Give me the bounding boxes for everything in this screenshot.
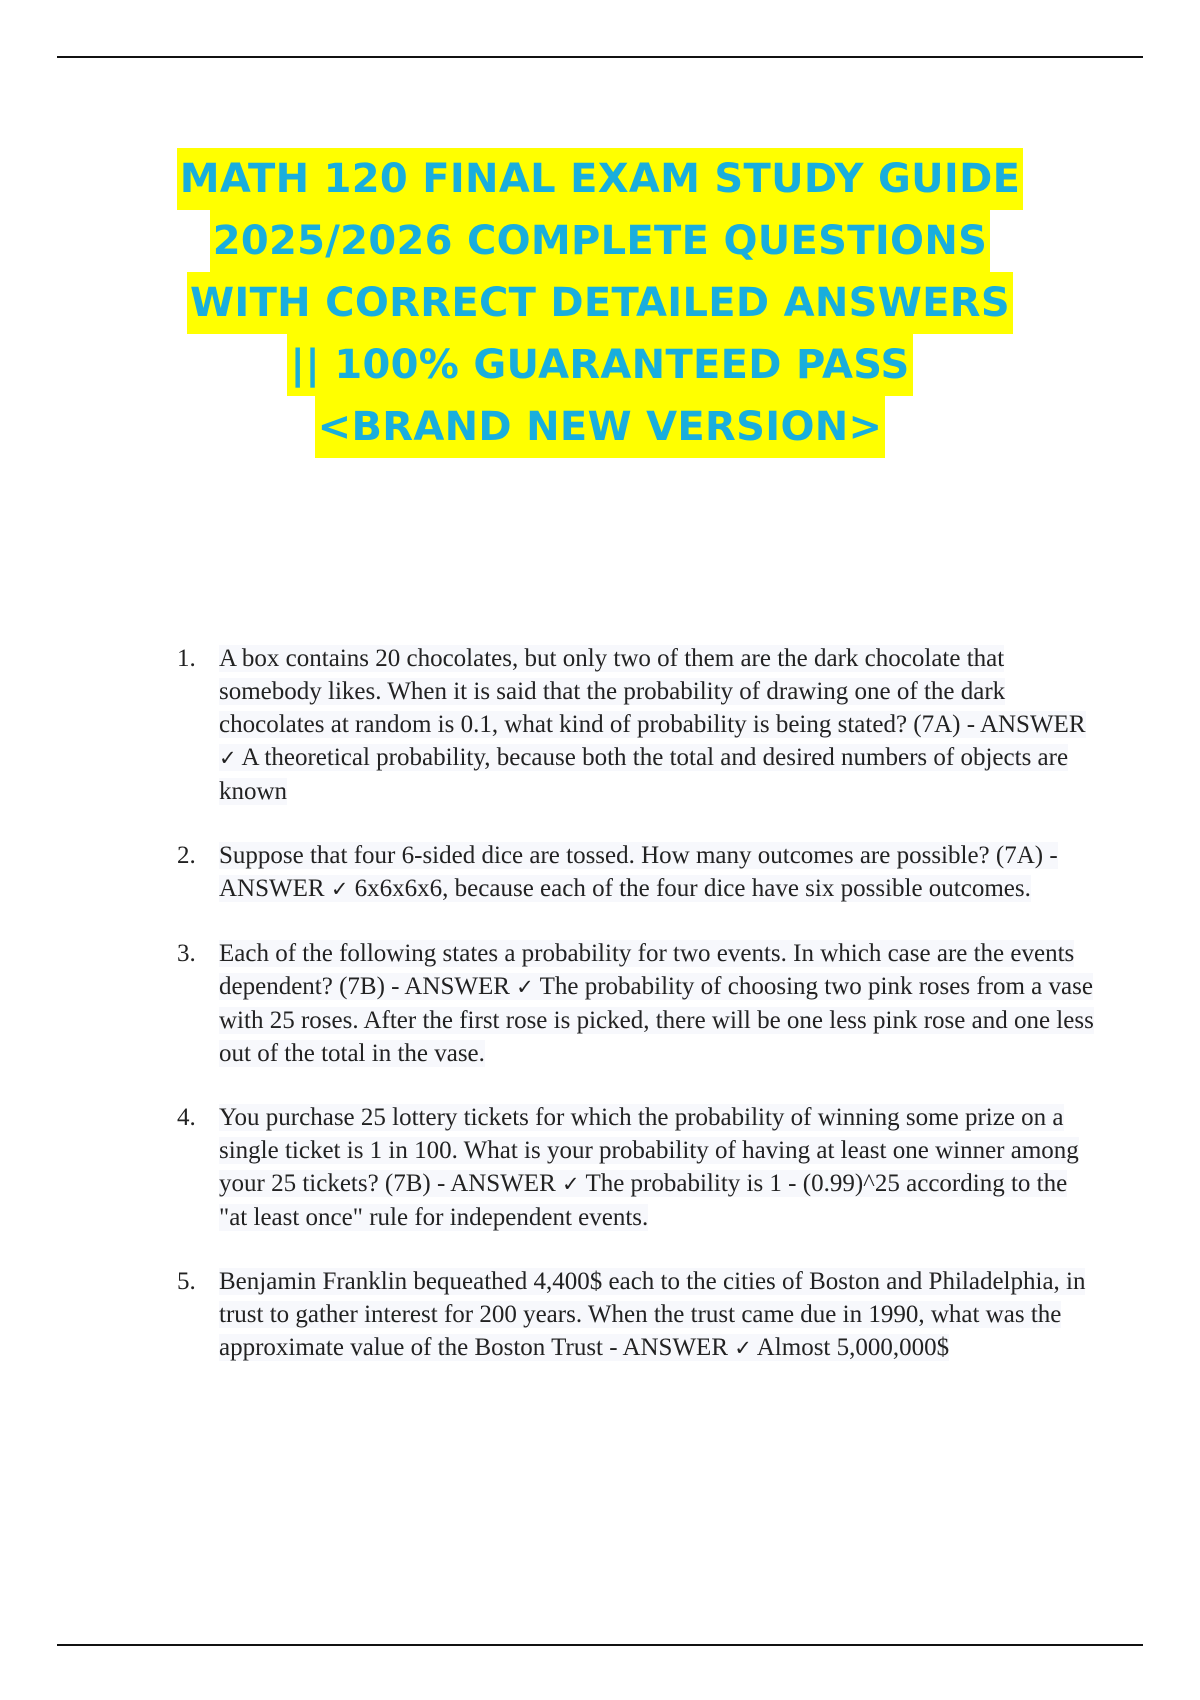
question-text: Suppose that four 6-sided dice are tossed. How many outcomes are possible? (7A) - (219, 842, 1058, 869)
question-item-2 (177, 839, 1097, 906)
top-rule (57, 56, 1143, 58)
document-title (60, 148, 1140, 458)
check-icon: ✓ (219, 746, 237, 770)
check-icon: ✓ (734, 1336, 752, 1360)
answer-text: A theoretical probability, because both the total and desired numbers of objects are known (219, 744, 1069, 805)
question-number: 1. (177, 645, 196, 672)
answer-text: The probability is 1 - (0.99)^25 according to the "at least once" rule for independent events. (219, 1170, 1068, 1231)
answer-label: ANSWER (622, 1334, 729, 1361)
title-line-3: WITH CORRECT DETAILED ANSWERS (187, 272, 1013, 334)
check-icon: ✓ (516, 975, 534, 999)
question-item-1 (177, 642, 1097, 808)
title-line-2: 2025/2026 COMPLETE QUESTIONS (210, 210, 991, 272)
question-number: 3. (177, 940, 196, 967)
question-body (219, 1268, 1085, 1361)
question-item-4 (177, 1101, 1097, 1234)
answer-text: 6x6x6x6, because each of the four dice have six possible outcomes. (354, 875, 1031, 902)
check-icon: ✓ (562, 1172, 580, 1196)
question-body (219, 940, 1094, 1067)
question-body (219, 645, 1086, 805)
answer-text: Almost 5,000,000$ (756, 1334, 950, 1361)
title-line-4: || 100% GUARANTEED PASS (287, 334, 912, 396)
question-text: You purchase 25 lottery tickets for which the probability of winning some prize on a single ticket is 1 in 100. What is your probability of having at least one winner among your 25 tickets? (7B) - (219, 1104, 1079, 1197)
answer-label: ANSWER (979, 711, 1086, 738)
question-item-5 (177, 1265, 1097, 1365)
question-number: 5. (177, 1268, 196, 1295)
bottom-rule (57, 1644, 1143, 1646)
question-body (219, 842, 1058, 902)
question-list (177, 642, 1097, 1396)
answer-label: ANSWER (219, 875, 325, 902)
question-number: 2. (177, 842, 196, 869)
answer-text: The probability of choosing two pink roses from a vase with 25 roses. After the first rose is picked, there will be one less pink rose and one less out of the total in the vase. (219, 973, 1094, 1067)
question-body (219, 1104, 1079, 1231)
question-text: A box contains 20 chocolates, but only two of them are the dark chocolate that somebody likes. When it is said that the probability of drawing one of the dark chocolates at random is 0.1, what kind of probability is being stated? (7A) - (219, 645, 1006, 738)
check-icon: ✓ (330, 877, 349, 901)
title-line-5: <BRAND NEW VERSION> (315, 396, 886, 458)
answer-label: ANSWER (450, 1170, 556, 1197)
question-text: Each of the following states a probability for two events. In which case are the events dependent? (7B) - (219, 940, 1075, 1000)
question-item-3 (177, 937, 1097, 1070)
answer-label: ANSWER (404, 973, 510, 1000)
question-text: Benjamin Franklin bequeathed 4,400$ each to the cities of Boston and Philadelphia, in trust to gather interest for 200 years. When the trust came due in 1990, what was the approximate value of the Boston Trust - (219, 1268, 1086, 1361)
title-line-1: MATH 120 FINAL EXAM STUDY GUIDE (177, 148, 1023, 210)
question-number: 4. (177, 1104, 196, 1131)
